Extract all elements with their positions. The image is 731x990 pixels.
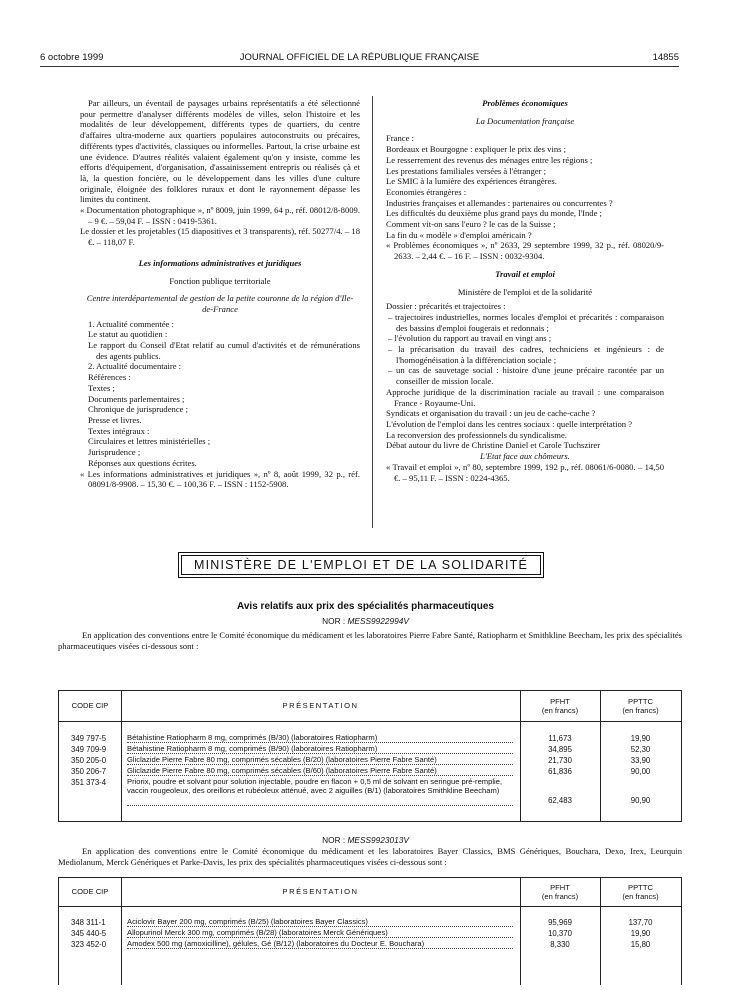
- table-row-ppttc: 52,30: [630, 745, 651, 754]
- ppttc-unit: (en francs): [622, 705, 659, 715]
- pfht-unit: (en francs): [541, 891, 579, 901]
- table-row-code: 349 709-9: [71, 745, 107, 754]
- table-row-ppttc: 90,00: [630, 767, 651, 776]
- list-item: – trajectoires industrielles, normes locales d'emploi et précarités : comparaison des bassins d'emploi fougerais et redonnais ;: [388, 311, 664, 333]
- col-header-pfht: [520, 884, 600, 901]
- list-item: 1. Actualité commentée :: [88, 318, 174, 329]
- table-row-presentation: Allopurinol Merck 300 mg, comprimés (B/28) (laboratoires Merck Génériques): [127, 928, 513, 938]
- ref-travail-emploi: « Travail et emploi », nº 80, septembre 1999, 192 p., réf. 08061/6-0080. – 14,50 €. – 95,11 F. – ISSN : 0224-4365.: [386, 461, 664, 483]
- col-header-presentation: PRÉSENTATION: [282, 887, 359, 896]
- column-divider: [372, 96, 373, 528]
- page-header: [40, 52, 679, 66]
- table-row-ppttc: 137,70: [628, 918, 653, 927]
- nor-code: MESS9923013V: [347, 835, 409, 845]
- section-title-problemes-economiques: Problèmes économiques: [482, 98, 568, 108]
- col-header-code: CODE CIP: [71, 701, 109, 710]
- header-rule: [40, 66, 679, 67]
- table-row-code: 350 206-7: [71, 767, 107, 776]
- table-row-presentation: Gliclazide Pierre Fabre 80 mg, comprimés sécables (B/60) (laboratoires Pierre Fabre Santé): [127, 766, 513, 776]
- ministry-subtitle: Ministère de l'emploi et de la solidarité: [457, 286, 593, 297]
- ref-projetables: Le dossier et les projetables (15 diapositives et 3 transparents), réf. 50277/4. – 18 €. – 118,07 F.: [80, 226, 360, 248]
- list-item: Les difficultés du deuxième plus grand pays du monde, l'Inde ;: [386, 208, 602, 219]
- table-row-presentation: Priorix, poudre et solvant pour solution injectable, poudre en flacon + 0,5 ml de solvant en seringue pré-remplie, vaccin rougeoleux, des oreillons et rubéoleux atténué, avec 2 aiguilles (B/1) (laboratoires Smithkline Beecham): [127, 777, 513, 806]
- ref-informations-administratives: « Les informations administratives et juridiques », nº 8, août 1999, 32 p., réf. 08091/8-9908. – 15,30 €. – 100,36 F. – ISSN : 1152-5908.: [80, 468, 360, 490]
- centre-name: Centre interdépartemental de gestion de la petite couronne de la région d'Ile-de-France: [86, 293, 354, 314]
- list-item: Textes ;: [88, 382, 115, 393]
- section-title-travail-emploi: Travail et emploi: [495, 268, 555, 279]
- list-item: – la précarisation du travail des cadres, techniciens et ingénieurs : de l'homogénéisation à la différenciation sociale ;: [388, 344, 664, 365]
- table-row-pfht: 34,895: [548, 745, 572, 754]
- section-title-informations: Les informations administratives et juridiques: [138, 257, 302, 268]
- col-header-ppttc: [600, 884, 681, 901]
- ministry-banner: [178, 552, 544, 578]
- nor-code: MESS9922994V: [347, 616, 409, 626]
- list-item: Circulaires et lettres ministérielles ;: [88, 436, 211, 447]
- table-row-pfht: 61,836: [548, 767, 572, 776]
- header-date: 6 octobre 1999: [40, 52, 104, 63]
- col-header-presentation: PRÉSENTATION: [282, 701, 359, 710]
- table-row-code: 348 311-1: [71, 918, 106, 927]
- col-header-code: CODE CIP: [71, 887, 109, 896]
- table-row-presentation: Amodex 500 mg (amoxicilline), gélules, Gé (B/12) (laboratoires du Docteur E. Bouchara): [127, 939, 513, 949]
- urban-paragraph: Par ailleurs, un éventail de paysages urbains représentatifs a été sélectionné pour permettre d'analyser différents modèles de villes, selon l'histoire et les modalités de leur développement, différents types de quartiers, du centre d'affaires ultra-moderne aux quartiers populaires autoconstruits ou précaires, différents types d'activités, classiques ou informelles. Partout, la crise urbaine est une évidence. D'autres réalités valaient également qu'on y insiste, comme les efforts d'équipement, d'organisation, d'assainissement entrepris ou réalisés çà et là, la question foncière, ou le développement dans les villes d'une culture originale, éloignée des folklores ruraux et dont le rayonnement dépasse les limites du continent.: [80, 98, 360, 205]
- table-row-pfht: 95,969: [548, 918, 572, 927]
- nor-label: NOR :: [322, 835, 346, 845]
- nor-label: NOR :: [322, 616, 346, 626]
- list-item: 2. Actualité documentaire :: [88, 361, 182, 372]
- list-item: Documents parlementaires ;: [88, 393, 185, 404]
- nor-reference-1: [0, 616, 731, 626]
- table-row-ppttc: 19,90: [630, 734, 651, 743]
- list-item: La reconversion des professionnels du syndicalisme.: [386, 429, 567, 440]
- left-column: [80, 98, 360, 490]
- intro-paragraph-2: [58, 846, 682, 868]
- list-item: Références :: [88, 372, 131, 383]
- ppttc-label: PPTTC: [628, 883, 653, 892]
- ministry-banner-text: MINISTÈRE DE L'EMPLOI ET DE LA SOLIDARITÉ: [193, 558, 529, 572]
- france-label: France :: [386, 133, 414, 144]
- table-row-code: 323 452-0: [71, 940, 107, 949]
- list-item: Textes intégraux :: [88, 425, 150, 436]
- table-row-pfht: 11,673: [548, 734, 572, 743]
- debat-book-title: L'Etat face aux chômeurs.: [480, 451, 570, 462]
- list-item: Presse et livres.: [88, 414, 142, 425]
- table-row-ppttc: 90,90: [630, 796, 651, 805]
- table-row-ppttc: 33,90: [630, 756, 651, 765]
- right-column: [386, 98, 664, 483]
- list-item: Le rapport du Conseil d'Etat relatif au cumul d'activités et de rémunérations des agents publics.: [88, 340, 360, 361]
- publisher-documentation-francaise: La Documentation française: [475, 115, 575, 126]
- table-row-code: 350 205-0: [71, 756, 107, 765]
- table-row-pfht: 8,330: [550, 940, 570, 949]
- table-row-ppttc: 19,90: [630, 929, 651, 938]
- dossier-label: Dossier : précarités et trajectoires :: [386, 301, 506, 312]
- list-item: Jurisprudence ;: [88, 447, 141, 458]
- ref-problemes-economiques: « Problèmes économiques », nº 2633, 29 septembre 1999, 32 p., réf. 08020/9-2633. – 2,44 €. – 16 F. – ISSN : 0032-9304.: [386, 240, 664, 262]
- intro-text: En application des conventions entre le Comité économique du médicament et les laboratoires Bayer Classics, BMS Génériques, Bouchara, Dexo, Irex, Leurquin Mediolanum, Merck Génériques et Parke-Davis, les prix des spécialités pharmaceutiques visées ci-dessous sont :: [58, 846, 682, 867]
- table-row-presentation: Bétahistine Ratiopharm 8 mg, comprimés (B/90) (laboratoires Ratiopharm): [127, 744, 513, 754]
- col-header-pfht: [520, 698, 600, 715]
- list-item: – un cas de sauvetage social : histoire d'une jeune précaire racontée par un conseiller de mission locale.: [388, 365, 664, 387]
- price-table-2: [58, 877, 682, 985]
- price-table-1: [58, 690, 682, 822]
- list-item: Le SMIC à la lumière des expériences étrangères.: [386, 176, 557, 187]
- list-item: Le resserrement des revenus des ménages entre les régions ;: [386, 154, 593, 165]
- table-row-code: 349 797-5: [71, 734, 107, 743]
- list-item: Réponses aux questions écrites.: [88, 457, 197, 468]
- intro-text: En application des conventions entre le Comité économique du médicament et les laboratoires Pierre Fabre Santé, Ratiopharm et Smithkline Beecham, les prix des spécialités pharmaceutiques visées ci-dessous sont :: [58, 630, 682, 651]
- pfht-unit: (en francs): [541, 705, 579, 715]
- eco-label: Economies étrangères :: [386, 186, 467, 197]
- table-row-presentation: Aciclovir Bayer 200 mg, comprimés (B/25) (laboratoires Bayer Classics): [127, 917, 513, 927]
- list-item: Comment vit-on sans l'euro ? le cas de la Suisse ;: [386, 219, 556, 230]
- list-item: La fin du « modèle » d'emploi américain ?: [386, 229, 532, 240]
- list-item: Approche juridique de la discrimination raciale au travail : une comparaison France - Royaume-Uni.: [386, 386, 664, 408]
- intro-paragraph-1: [58, 630, 682, 652]
- ref-documentation-photographique: « Documentation photographique », nº 8009, juin 1999, 64 p., réf. 08012/8-8009. – 9 €. – 59,04 F. – ISSN : 0419-5361.: [80, 205, 360, 226]
- header-title: JOURNAL OFFICIEL DE LA RÉPUBLIQUE FRANÇAISE: [239, 52, 480, 63]
- table-row-presentation: Bétahistine Ratiopharm 8 mg, comprimés (B/30) (laboratoires Ratiopharm): [127, 733, 513, 743]
- list-item: Syndicats et organisation du travail : un jeu de cache-cache ?: [386, 408, 596, 419]
- header-page-number: 14855: [652, 52, 679, 63]
- pfht-label: PFHT: [550, 883, 570, 892]
- list-item: Industries françaises et allemandes : partenaires ou concurrentes ?: [386, 197, 613, 208]
- col-header-ppttc: [600, 698, 681, 715]
- list-item: Le statut au quotidien :: [88, 329, 168, 340]
- table-row-pfht: 62,483: [548, 796, 572, 805]
- contents-list: [80, 319, 360, 469]
- table-row-ppttc: 15,80: [630, 940, 651, 949]
- section-subtitle-fonction-publique: Fonction publique territoriale: [169, 275, 271, 286]
- list-item: Bordeaux et Bourgogne : expliquer le prix des vins ;: [386, 144, 567, 155]
- table-row-code: 351 373-4: [71, 778, 107, 787]
- list-item: L'évolution de l'emploi dans les centres sociaux : quelle interprétation ?: [386, 418, 633, 429]
- table-row-pfht: 21,730: [548, 756, 572, 765]
- list-item: Les prestations familiales versées à l'étranger ;: [386, 165, 546, 176]
- avis-title: Avis relatifs aux prix des spécialités pharmaceutiques: [237, 601, 494, 612]
- nor-reference-2: [0, 835, 731, 845]
- pfht-label: PFHT: [550, 697, 570, 706]
- ppttc-label: PPTTC: [628, 697, 653, 706]
- table-row-presentation: Gliclazide Pierre Fabre 80 mg, comprimés sécables (B/20) (laboratoires Pierre Fabre Santé): [127, 755, 513, 765]
- list-item: Chronique de jurisprudence ;: [88, 404, 188, 415]
- list-item: – l'évolution du rapport au travail en vingt ans ;: [388, 333, 552, 344]
- table-row-code: 345 440-5: [71, 929, 107, 938]
- ppttc-unit: (en francs): [622, 891, 659, 901]
- debat-line: Débat autour du livre de Christine Daniel et Carole Tuchszirer: [386, 440, 601, 451]
- table-row-pfht: 10,370: [548, 929, 572, 938]
